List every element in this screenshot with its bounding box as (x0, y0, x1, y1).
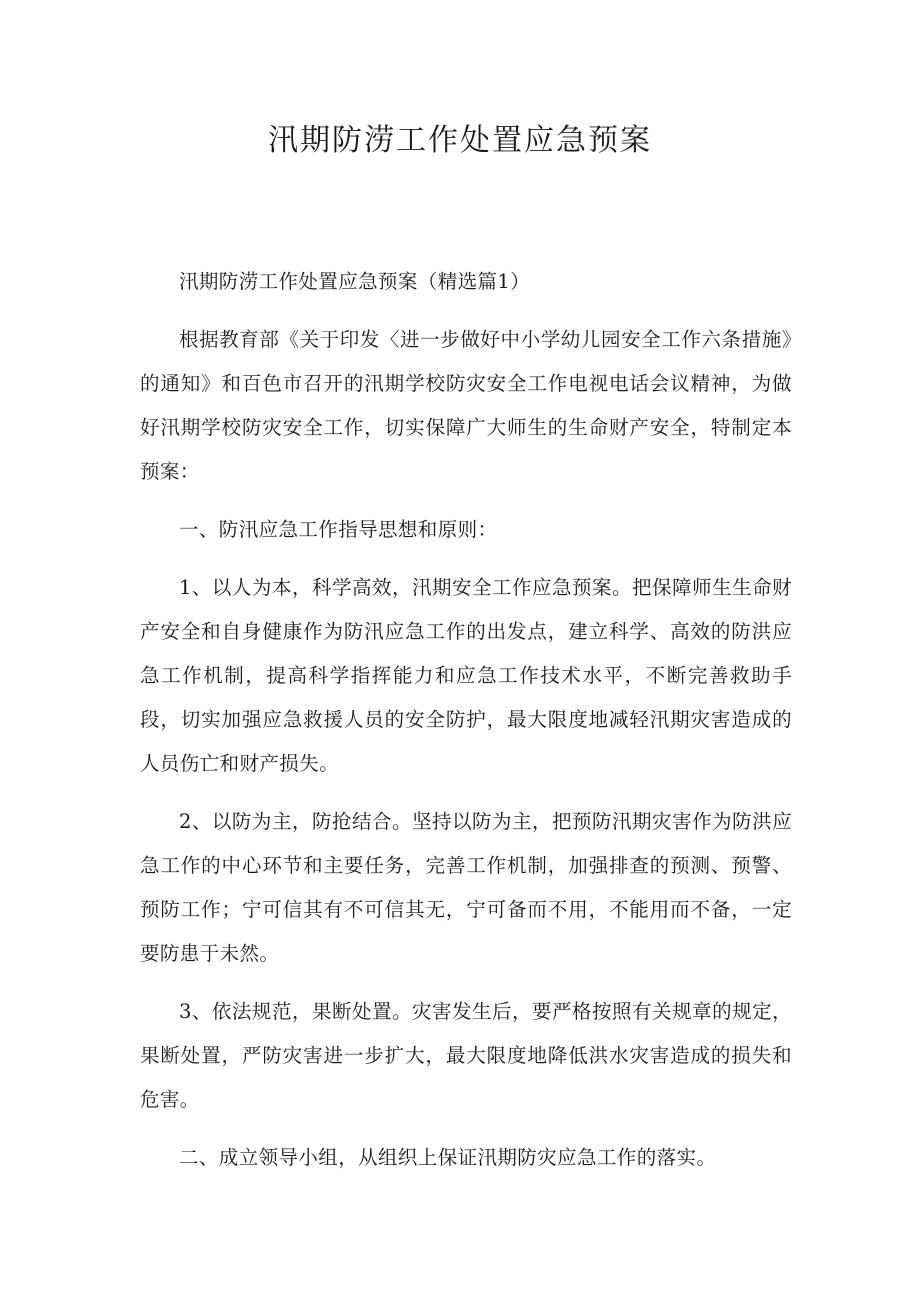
principle-paragraph: 1、以人为本，科学高效，汛期安全工作应急预案。把保障师生生命财产安全和自身健康作为防汛应急工作的出发点，建立科学、高效的防洪应急工作机制，提高科学指挥能力和应急工作技术水平，不断完善救助手段，切实加强应急救援人员的安全防护，最大限度地减轻汛期灾害造成的人员伤亡和财产损失。 (140, 576, 792, 775)
intro-paragraph: 根据教育部《关于印发〈进一步做好中小学幼儿园安全工作六条措施》的通知》和百色市召开的汛期学校防灾安全工作电视电话会议精神，为做好汛期学校防灾安全工作，切实保障广大师生的生命财产安全，特制定本预案： (140, 328, 792, 483)
principle-paragraph: 3、依法规范，果断处置。灾害发生后，要严格按照有关规章的规定，果断处置，严防灾害进一步扩大，最大限度地降低洪水灾害造成的损失和危害。 (140, 1000, 792, 1111)
principle-paragraph: 2、以防为主，防抢结合。坚持以防为主，把预防汛期灾害作为防洪应急工作的中心环节和主要任务，完善工作机制，加强排查的预测、预警、预防工作；宁可信其有不可信其无，宁可备而不用，不能用而不备，一定要防患于未然。 (140, 810, 792, 965)
section-heading: 汛期防涝工作处置应急预案（精选篇1） (179, 270, 531, 293)
section-heading: 一、防汛应急工作指导思想和原则： (179, 518, 498, 541)
document-body (140, 260, 792, 1194)
section-heading: 二、成立领导小组，从组织上保证汛期防灾应急工作的落实。 (179, 1146, 717, 1169)
document-title: 汛期防涝工作处置应急预案 (268, 123, 652, 158)
